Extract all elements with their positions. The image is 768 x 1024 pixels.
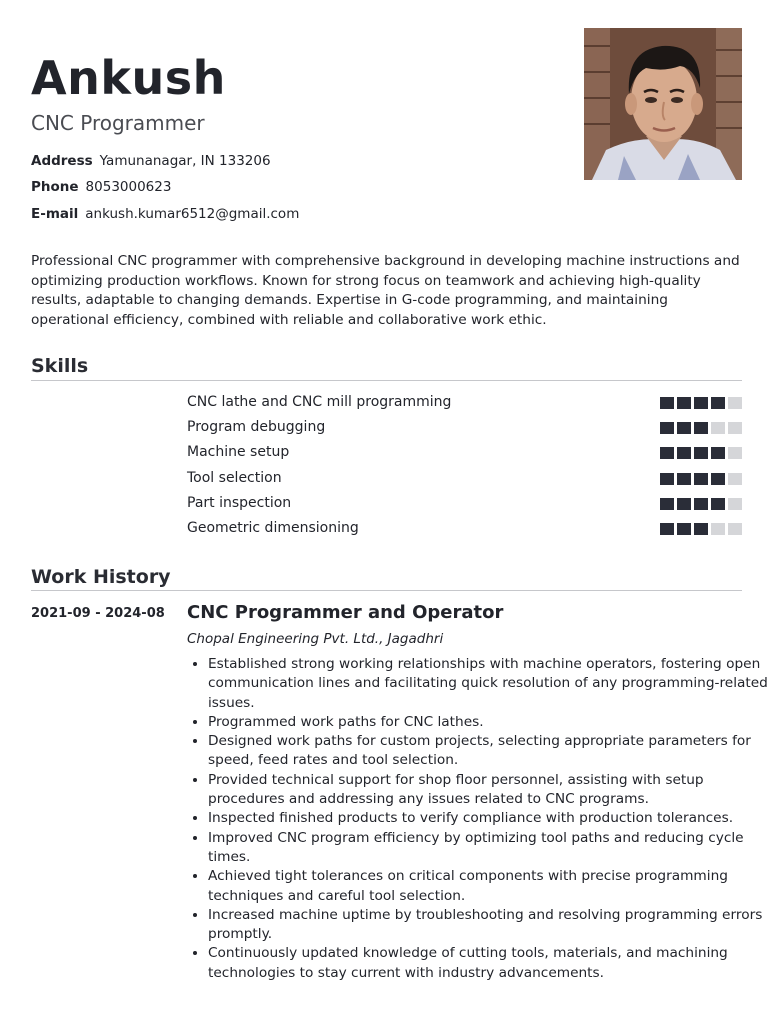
- skill-level-segment-filled: [711, 473, 725, 485]
- skill-name: CNC lathe and CNC mill programming: [187, 394, 452, 410]
- skill-level-segment-empty: [728, 447, 742, 459]
- skill-name: Geometric dimensioning: [187, 520, 359, 536]
- skill-level-segment-filled: [660, 523, 674, 535]
- contact-email-value[interactable]: ankush.kumar6512@gmail.com: [85, 206, 300, 222]
- skill-level-segment-empty: [728, 422, 742, 434]
- list-item: • Programmed work paths for CNC lathes.: [208, 713, 768, 732]
- skill-level-segment-empty: [728, 397, 742, 409]
- resume-name: Ankush: [31, 51, 226, 105]
- contact-address-value: Yamunanagar, IN 133206: [99, 153, 271, 169]
- skill-level-meter: [660, 473, 742, 485]
- work-history-heading: Work History: [31, 566, 171, 588]
- skill-level-segment-filled: [660, 498, 674, 510]
- skills-heading: Skills: [31, 355, 89, 377]
- job-responsibilities-list: [187, 655, 768, 983]
- skill-level-segment-empty: [728, 473, 742, 485]
- list-item: • Improved CNC program efficiency by optimizing tool paths and reducing cycle times.: [208, 829, 768, 868]
- skill-level-segment-filled: [677, 523, 691, 535]
- contact-phone-value[interactable]: 8053000623: [85, 179, 172, 195]
- skill-level-segment-filled: [677, 397, 691, 409]
- skill-level-segment-filled: [694, 473, 708, 485]
- list-item: • Inspected finished products to verify compliance with production tolerances.: [208, 809, 768, 828]
- contact-address-label: Address: [31, 153, 93, 169]
- work-history-divider: [31, 590, 742, 591]
- skill-name: Part inspection: [187, 495, 292, 511]
- skill-row: [187, 443, 742, 463]
- skill-level-segment-empty: [728, 523, 742, 535]
- skill-row: [187, 393, 742, 413]
- skill-level-segment-filled: [677, 498, 691, 510]
- list-item: • Provided technical support for shop floor personnel, assisting with setup procedures and addressing any issues related to CNC programs.: [208, 771, 768, 810]
- skill-level-segment-filled: [711, 397, 725, 409]
- skill-level-meter: [660, 397, 742, 409]
- skill-level-segment-filled: [711, 498, 725, 510]
- skill-level-segment-filled: [660, 447, 674, 459]
- skill-row: [187, 519, 742, 539]
- profile-photo: [584, 28, 742, 180]
- skill-level-segment-filled: [694, 422, 708, 434]
- job-role: CNC Programmer and Operator: [187, 602, 504, 623]
- skill-row: [187, 469, 742, 489]
- list-item: • Achieved tight tolerances on critical components with precise programming techniques and careful tool selection.: [208, 867, 768, 906]
- skill-level-segment-filled: [677, 447, 691, 459]
- list-item: • Increased machine uptime by troubleshooting and resolving programming errors promptly.: [208, 906, 768, 945]
- skill-level-segment-filled: [660, 473, 674, 485]
- contact-phone: [31, 178, 171, 196]
- skill-level-meter: [660, 523, 742, 535]
- skill-name: Program debugging: [187, 419, 326, 435]
- skill-row: [187, 418, 742, 438]
- skill-level-segment-filled: [694, 397, 708, 409]
- skill-level-meter: [660, 498, 742, 510]
- contact-email: [31, 205, 299, 223]
- contact-email-label: E-mail: [31, 206, 79, 222]
- professional-summary: Professional CNC programmer with comprehensive background in developing machine instructions and optimizing production workflows. Known for strong focus on teamwork and achieving high-quality results, adaptable to changing demands. Expertise in G-code programming, and maintaining operational efficiency, combined with reliable and collaborative work ethic.: [31, 253, 740, 328]
- list-item: • Established strong working relationships with machine operators, fostering open communication lines and facilitating quick resolution of any programming-related issues.: [208, 655, 768, 713]
- skill-level-segment-empty: [711, 523, 725, 535]
- skill-level-meter: [660, 422, 742, 434]
- skill-row: [187, 494, 742, 514]
- skill-level-segment-filled: [660, 422, 674, 434]
- contact-address: [31, 152, 271, 170]
- skill-level-segment-filled: [694, 498, 708, 510]
- skill-name: Tool selection: [187, 470, 282, 486]
- skill-level-segment-filled: [694, 523, 708, 535]
- skill-level-segment-filled: [660, 397, 674, 409]
- skill-level-segment-filled: [677, 422, 691, 434]
- resume-job-title: CNC Programmer: [31, 111, 205, 135]
- skill-level-segment-filled: [677, 473, 691, 485]
- job-dates: 2021-09 - 2024-08: [31, 606, 165, 621]
- skill-level-segment-filled: [694, 447, 708, 459]
- skill-level-segment-empty: [728, 498, 742, 510]
- job-company: Chopal Engineering Pvt. Ltd., Jagadhri: [187, 631, 444, 647]
- skill-name: Machine setup: [187, 444, 290, 460]
- list-item: • Designed work paths for custom projects, selecting appropriate parameters for speed, feed rates and tool selection.: [208, 732, 768, 771]
- contact-phone-label: Phone: [31, 179, 79, 195]
- skill-level-segment-empty: [711, 422, 725, 434]
- skill-level-meter: [660, 447, 742, 459]
- skills-divider: [31, 380, 742, 381]
- skill-level-segment-filled: [711, 447, 725, 459]
- list-item: • Continuously updated knowledge of cutting tools, materials, and machining technologies to stay current with industry advancements.: [208, 944, 768, 983]
